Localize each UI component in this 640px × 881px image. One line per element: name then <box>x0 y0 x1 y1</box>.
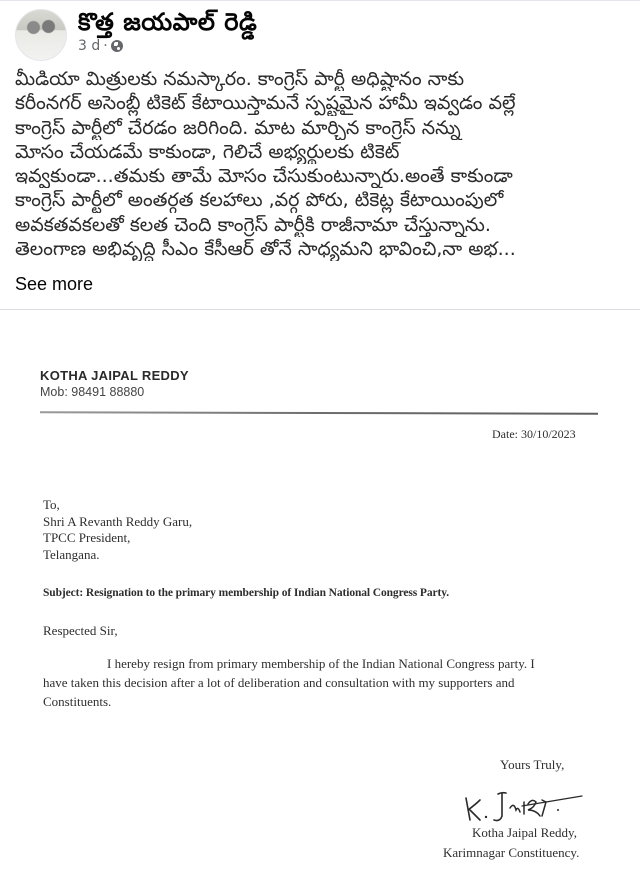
post-timestamp[interactable]: 3 d <box>78 38 101 54</box>
letter-body-line: I hereby resign from primary membership of the Indian National Congress party. I <box>107 656 535 671</box>
letter-body-line: have taken this decision after a lot of deliberation and consultation with my supporters and <box>43 675 515 690</box>
post-text-line: మోసం చేయడమే కాకుండా, గెలిచే అభ్యర్థులకు టికెట్ <box>15 140 400 163</box>
see-more-link[interactable]: See more <box>15 274 94 294</box>
author-avatar[interactable] <box>15 9 67 61</box>
signatory-name: Kotha Jaipal Reddy, <box>472 825 577 840</box>
post-text-line: ఇవ్వకుండా...తమకు తామే మోసం చేసుకుంటున్నారు.అంతే కాకుండా <box>15 165 513 188</box>
letter-body <box>43 654 603 711</box>
address-line: TPCC President, <box>43 530 131 545</box>
address-line: Telangana. <box>43 546 100 562</box>
resignation-letter-image[interactable] <box>0 312 640 881</box>
signature-icon <box>462 788 592 828</box>
post-text <box>15 67 630 261</box>
letter-subject: Subject: Resignation to the primary membership of Indian National Congress Party. <box>43 587 450 599</box>
post-text-line: కాంగ్రెస్ పార్టీలో అంతర్గత కలహాలు ,వర్గ పోరు, టికెట్ల కేటాయింపులో <box>15 189 504 212</box>
recipient-address <box>43 497 192 563</box>
letterhead-name: KOTHA JAIPAL REDDY <box>40 368 189 383</box>
post-header <box>15 9 257 59</box>
meta-separator: · <box>103 38 108 54</box>
signatory <box>443 823 580 863</box>
address-line: Shri A Revanth Reddy Garu, <box>43 513 193 529</box>
letterhead-mobile: Mob: 98491 88880 <box>40 385 145 399</box>
address-line: To, <box>43 497 60 512</box>
post-text-line: కరీంనగర్ అసెంబ్లీ టికెట్ కేటాయిస్తామనే స్పష్టమైన హామీ ఇవ్వడం వల్లే <box>15 92 516 115</box>
author-name[interactable]: కొత్త జయపాల్ రెడ్డి <box>78 8 258 36</box>
letter-body-line: Constituents. <box>43 694 112 709</box>
post-meta <box>78 37 257 55</box>
author-block <box>78 7 257 55</box>
globe-icon[interactable] <box>111 40 123 52</box>
letter-salutation: Respected Sir, <box>43 623 118 638</box>
post-text-line: మీడియా మిత్రులకు నమస్కారం. కాంగ్రెస్ పార్టీ అధిష్టానం నాకు <box>15 68 465 90</box>
post-text-line: తెలంగాణ అభివృద్ధి సీఎం కేసీఆర్ తోనే సాధ్యమని భావించి,నా అభ... <box>15 238 516 261</box>
signatory-constituency: Karimnagar Constituency. <box>443 845 580 860</box>
post-text-line: కాంగ్రెస్ పార్టీలో చేరడం జరిగింది. మాట మార్చిన కాంగ్రెస్ నన్ను <box>15 116 461 139</box>
letter-date: Date: 30/10/2023 <box>492 427 576 441</box>
facebook-post <box>0 0 640 310</box>
letter-closing: Yours Truly, <box>500 757 565 772</box>
post-text-line: అవకతవకలతో కలత చెంది కాంగ్రెస్ పార్టీకి రాజీనామా చేస్తున్నాను. <box>15 213 491 236</box>
letterhead-divider <box>40 411 598 414</box>
